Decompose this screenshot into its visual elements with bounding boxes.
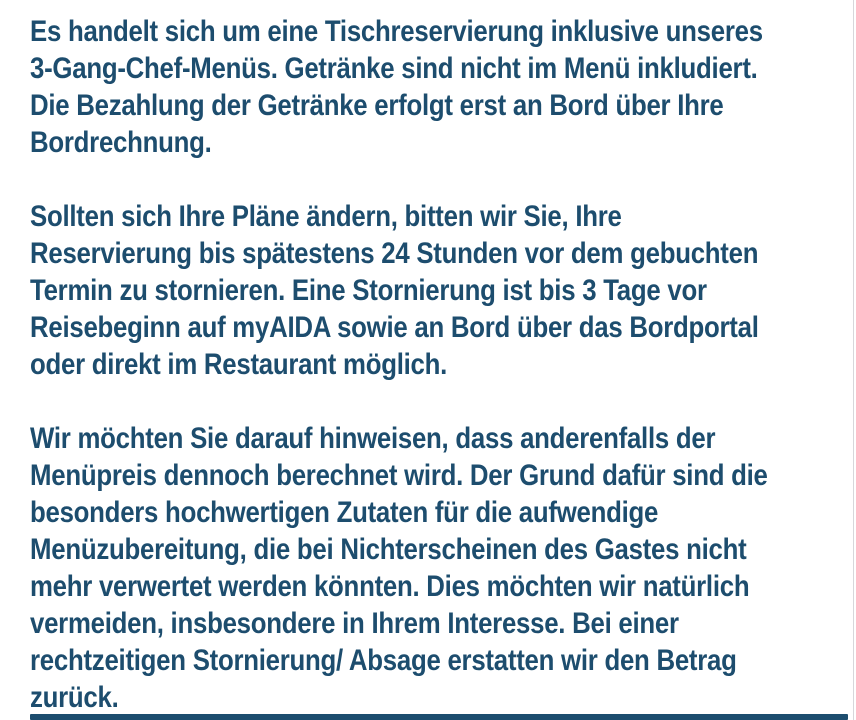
- text-line: Termin zu stornieren. Eine Stornierung ist bis 3 Tage vor: [30, 274, 707, 307]
- text-line: rechtzeitigen Stornierung/ Absage erstatten wir den Betrag: [30, 644, 737, 677]
- text-line: Reservierung bis spätestens 24 Stunden vor dem gebuchten: [30, 237, 759, 270]
- text-line: oder direkt im Restaurant möglich.: [30, 348, 448, 381]
- truncated-next-text-line: [30, 714, 848, 720]
- text-line: Wir möchten Sie darauf hinweisen, dass anderenfalls der: [30, 422, 716, 455]
- text-line: besonders hochwertigen Zutaten für die aufwendige: [30, 496, 659, 529]
- text-line: zurück.: [30, 681, 119, 714]
- paragraph-menu-inclusion: [30, 13, 768, 161]
- text-line: vermeiden, insbesondere in Ihrem Interesse. Bei einer: [30, 607, 679, 640]
- text-line: Menüpreis dennoch berechnet wird. Der Grund dafür sind die: [30, 459, 768, 492]
- text-line: Es handelt sich um eine Tischreservierung inklusive unseres: [30, 15, 763, 48]
- text-line: Bordrechnung.: [30, 126, 212, 159]
- text-line: Reisebeginn auf myAIDA sowie an Bord über das Bordportal: [30, 311, 759, 344]
- text-line: 3-Gang-Chef-Menüs. Getränke sind nicht im Menü inkludiert.: [30, 52, 758, 85]
- text-line: Menüzubereitung, die bei Nichterscheinen des Gastes nicht: [30, 533, 747, 566]
- text-line: Die Bezahlung der Getränke erfolgt erst an Bord über Ihre: [30, 89, 724, 122]
- text-line: mehr verwertet werden könnten. Dies möchten wir natürlich: [30, 570, 750, 603]
- paragraph-cancellation-policy: [30, 198, 768, 383]
- paragraph-no-show-charge: [30, 420, 768, 716]
- reservation-terms-text: [30, 13, 768, 716]
- content-edge-divider: [853, 0, 854, 720]
- text-line: Sollten sich Ihre Pläne ändern, bitten wir Sie, Ihre: [30, 200, 622, 233]
